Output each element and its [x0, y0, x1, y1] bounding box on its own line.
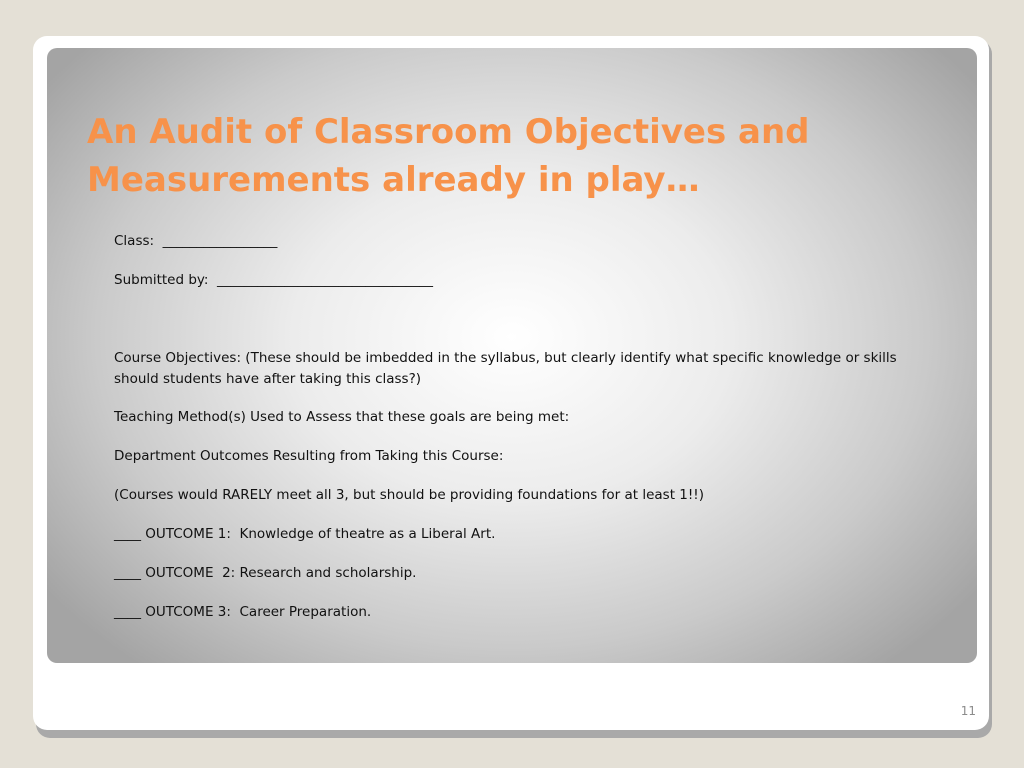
outcome-3-line: ____ OUTCOME 3: Career Preparation. [114, 604, 372, 620]
slide-title: An Audit of Classroom Objectives and Measurements already in play… [87, 112, 810, 200]
courses-note-text: (Courses would RARELY meet all 3, but should be providing foundations for at least 1!!) [114, 487, 704, 503]
outcome-1-line: ____ OUTCOME 1: Knowledge of theatre as a Liberal Art. [114, 526, 496, 542]
course-objectives-text: Course Objectives: (These should be imbedded in the syllabus, but clearly identify what specific knowledge or skills should students have after taking this class?) [114, 350, 901, 387]
class-field-line: Class: _________________ [114, 233, 278, 249]
submitted-by-field-line: Submitted by: ________________________________ [114, 272, 434, 288]
department-outcomes-text: Department Outcomes Resulting from Taking this Course: [114, 448, 504, 464]
page-number: 11 [960, 704, 976, 718]
content-panel [47, 48, 977, 663]
outcome-2-line: ____ OUTCOME 2: Research and scholarship. [114, 565, 417, 581]
teaching-methods-text: Teaching Method(s) Used to Assess that these goals are being met: [114, 409, 570, 425]
